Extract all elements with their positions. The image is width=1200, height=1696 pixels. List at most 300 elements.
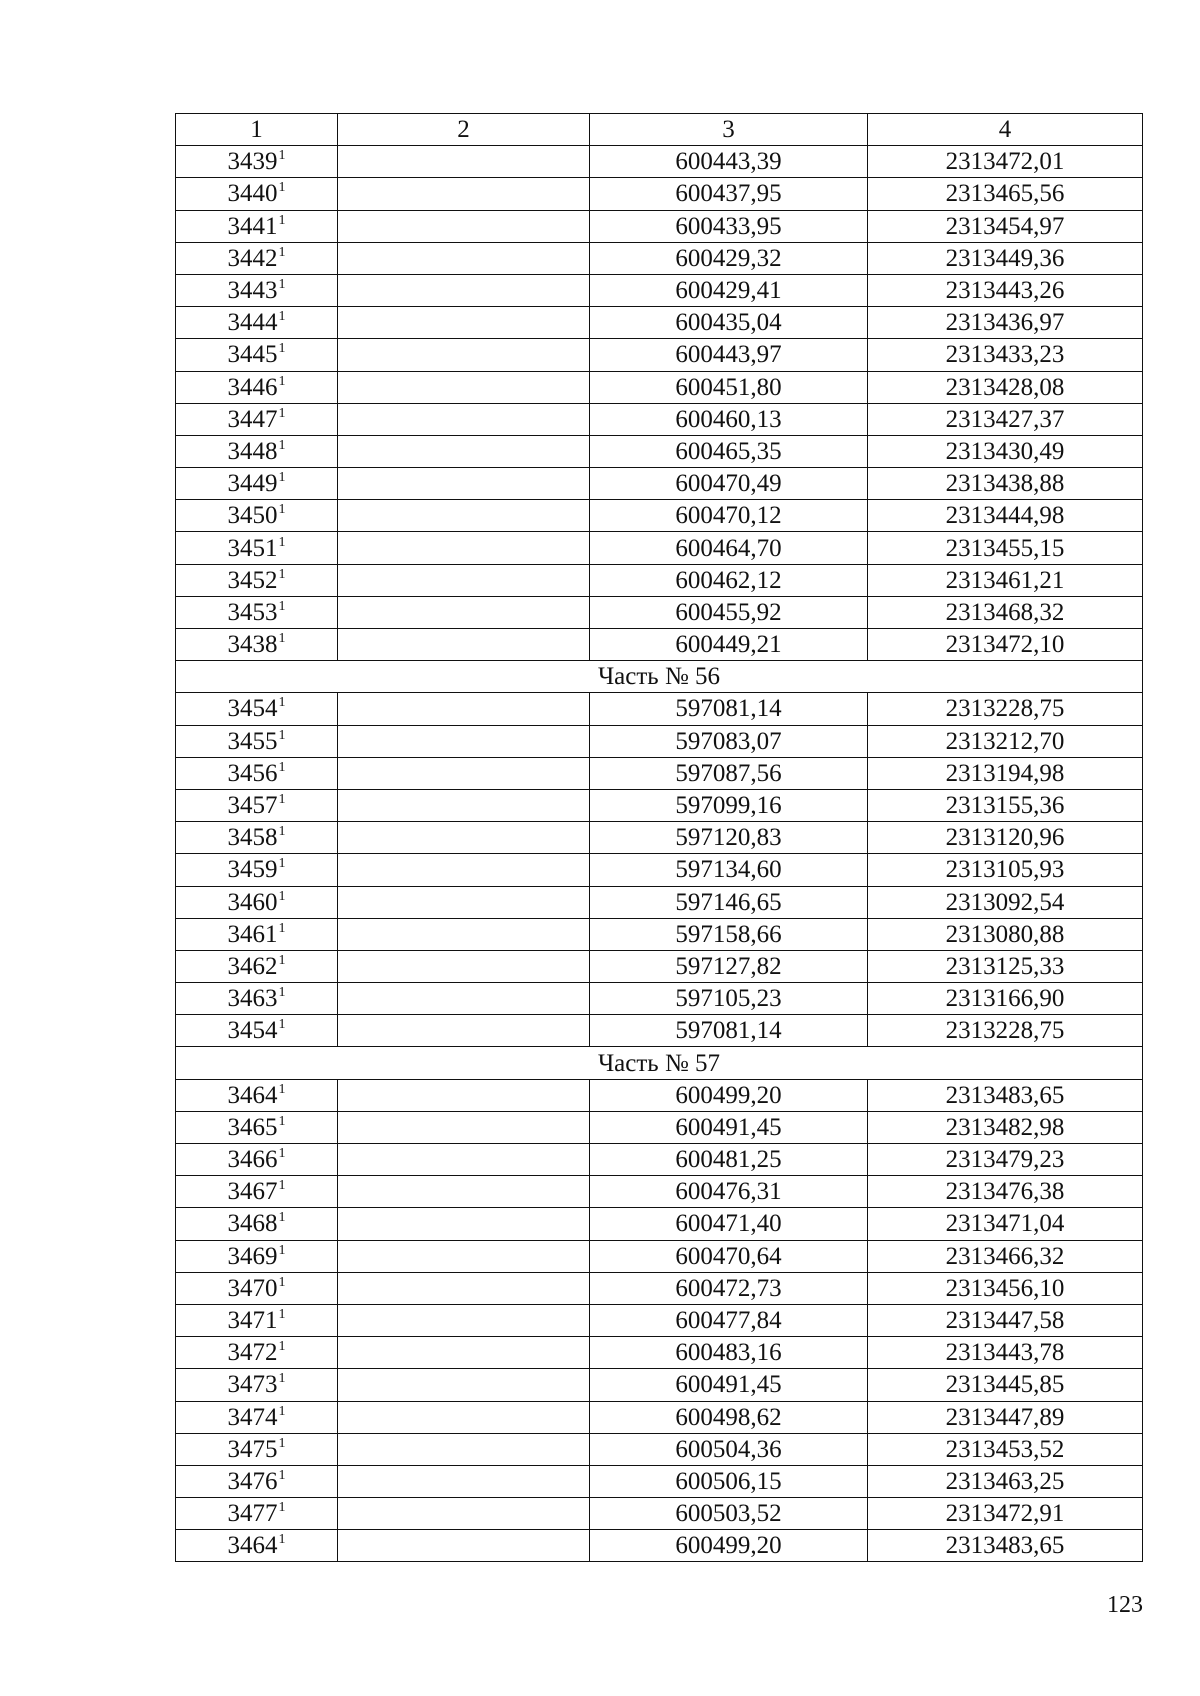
table-row (176, 789, 1143, 821)
point-number: 3454 (227, 695, 278, 723)
x-coordinate: 600451,80 (590, 371, 868, 403)
point-number: 3448 (227, 437, 278, 465)
point-number: 3446 (227, 373, 278, 401)
y-coordinate: 2313472,91 (868, 1498, 1143, 1530)
x-coordinate: 597087,56 (590, 757, 868, 789)
empty-cell (338, 1337, 590, 1369)
point-number-superscript: 1 (278, 1435, 286, 1451)
header-col-2: 2 (338, 114, 590, 146)
point-number-superscript: 1 (278, 598, 286, 614)
y-coordinate: 2313456,10 (868, 1272, 1143, 1304)
x-coordinate: 600503,52 (590, 1498, 868, 1530)
table-row (176, 435, 1143, 467)
y-coordinate: 2313228,75 (868, 693, 1143, 725)
point-number-cell (176, 725, 338, 757)
y-coordinate: 2313443,78 (868, 1337, 1143, 1369)
point-number: 3449 (227, 470, 278, 498)
x-coordinate: 597081,14 (590, 693, 868, 725)
point-number: 3476 (227, 1467, 278, 1495)
table-row (176, 500, 1143, 532)
empty-cell (338, 1111, 590, 1143)
y-coordinate: 2313476,38 (868, 1176, 1143, 1208)
table-row (176, 1079, 1143, 1111)
y-coordinate: 2313472,10 (868, 629, 1143, 661)
point-number-superscript: 1 (278, 856, 286, 872)
empty-cell (338, 468, 590, 500)
y-coordinate: 2313430,49 (868, 435, 1143, 467)
section-title: Часть № 56 (176, 661, 1143, 693)
point-number-cell (176, 1015, 338, 1047)
point-number: 3458 (227, 824, 278, 852)
y-coordinate: 2313463,25 (868, 1465, 1143, 1497)
x-coordinate: 597134,60 (590, 854, 868, 886)
y-coordinate: 2313166,90 (868, 983, 1143, 1015)
point-number-cell (176, 886, 338, 918)
point-number-superscript: 1 (278, 534, 286, 550)
point-number-cell (176, 435, 338, 467)
x-coordinate: 597081,14 (590, 1015, 868, 1047)
table-row (176, 693, 1143, 725)
point-number: 3455 (227, 727, 278, 755)
y-coordinate: 2313194,98 (868, 757, 1143, 789)
y-coordinate: 2313433,23 (868, 339, 1143, 371)
x-coordinate: 600449,21 (590, 629, 868, 661)
header-col-4: 4 (868, 114, 1143, 146)
table-row (176, 1240, 1143, 1272)
y-coordinate: 2313444,98 (868, 500, 1143, 532)
y-coordinate: 2313449,36 (868, 242, 1143, 274)
y-coordinate: 2313472,01 (868, 146, 1143, 178)
point-number-superscript: 1 (278, 792, 286, 808)
point-number-superscript: 1 (278, 180, 286, 196)
x-coordinate: 597158,66 (590, 918, 868, 950)
table-row (176, 983, 1143, 1015)
y-coordinate: 2313482,98 (868, 1111, 1143, 1143)
table-row (176, 1176, 1143, 1208)
table-row (176, 1465, 1143, 1497)
y-coordinate: 2313428,08 (868, 371, 1143, 403)
table-row (176, 822, 1143, 854)
x-coordinate: 600481,25 (590, 1144, 868, 1176)
point-number-superscript: 1 (278, 1307, 286, 1323)
empty-cell (338, 1369, 590, 1401)
table-row (176, 1144, 1143, 1176)
x-coordinate: 600476,31 (590, 1176, 868, 1208)
point-number-superscript: 1 (278, 727, 286, 743)
point-number-cell (176, 983, 338, 1015)
x-coordinate: 600443,97 (590, 339, 868, 371)
point-number-superscript: 1 (278, 1081, 286, 1097)
x-coordinate: 600455,92 (590, 596, 868, 628)
point-number-cell (176, 596, 338, 628)
table-row (176, 757, 1143, 789)
table-row (176, 1304, 1143, 1336)
point-number-cell (176, 1240, 338, 1272)
table-row (176, 1111, 1143, 1143)
point-number-cell (176, 1530, 338, 1562)
point-number-cell (176, 1304, 338, 1336)
point-number-superscript: 1 (278, 341, 286, 357)
section-title-row (176, 661, 1143, 693)
table-row (176, 468, 1143, 500)
coordinates-table-body (176, 114, 1143, 1562)
empty-cell (338, 725, 590, 757)
empty-cell (338, 1240, 590, 1272)
y-coordinate: 2313454,97 (868, 210, 1143, 242)
point-number-superscript: 1 (278, 695, 286, 711)
point-number-cell (176, 1144, 338, 1176)
x-coordinate: 600462,12 (590, 564, 868, 596)
empty-cell (338, 1144, 590, 1176)
table-row (176, 1530, 1143, 1562)
table-row (176, 918, 1143, 950)
x-coordinate: 600498,62 (590, 1401, 868, 1433)
point-number-cell (176, 371, 338, 403)
y-coordinate: 2313228,75 (868, 1015, 1143, 1047)
point-number-cell (176, 854, 338, 886)
point-number-superscript: 1 (278, 437, 286, 453)
point-number: 3464 (227, 1081, 278, 1109)
point-number-superscript: 1 (278, 244, 286, 260)
point-number: 3439 (227, 148, 278, 176)
x-coordinate: 597146,65 (590, 886, 868, 918)
x-coordinate: 600464,70 (590, 532, 868, 564)
table-row (176, 1433, 1143, 1465)
x-coordinate: 600472,73 (590, 1272, 868, 1304)
table-row (176, 307, 1143, 339)
point-number: 3442 (227, 244, 278, 272)
x-coordinate: 600429,41 (590, 274, 868, 306)
point-number: 3469 (227, 1242, 278, 1270)
point-number: 3464 (227, 1532, 278, 1560)
table-row (176, 210, 1143, 242)
x-coordinate: 600491,45 (590, 1369, 868, 1401)
table-row (176, 146, 1143, 178)
table-row (176, 629, 1143, 661)
y-coordinate: 2313155,36 (868, 789, 1143, 821)
empty-cell (338, 1079, 590, 1111)
y-coordinate: 2313483,65 (868, 1079, 1143, 1111)
table-row (176, 403, 1143, 435)
empty-cell (338, 1304, 590, 1336)
empty-cell (338, 1498, 590, 1530)
point-number-superscript: 1 (278, 566, 286, 582)
y-coordinate: 2313466,32 (868, 1240, 1143, 1272)
empty-cell (338, 339, 590, 371)
point-number-superscript: 1 (278, 502, 286, 518)
x-coordinate: 597127,82 (590, 950, 868, 982)
point-number-cell (176, 178, 338, 210)
table-row (176, 242, 1143, 274)
empty-cell (338, 178, 590, 210)
coordinates-table (175, 113, 1143, 1562)
point-number: 3438 (227, 631, 278, 659)
y-coordinate: 2313479,23 (868, 1144, 1143, 1176)
empty-cell (338, 564, 590, 596)
table-row (176, 339, 1143, 371)
y-coordinate: 2313445,85 (868, 1369, 1143, 1401)
point-number: 3461 (227, 920, 278, 948)
x-coordinate: 600443,39 (590, 146, 868, 178)
table-row (176, 886, 1143, 918)
point-number-superscript: 1 (278, 1146, 286, 1162)
x-coordinate: 597120,83 (590, 822, 868, 854)
table-row (176, 1272, 1143, 1304)
point-number: 3452 (227, 566, 278, 594)
point-number: 3471 (227, 1307, 278, 1335)
table-row (176, 532, 1143, 564)
point-number-cell (176, 822, 338, 854)
point-number: 3475 (227, 1435, 278, 1463)
y-coordinate: 2313443,26 (868, 274, 1143, 306)
x-coordinate: 597105,23 (590, 983, 868, 1015)
point-number-superscript: 1 (278, 888, 286, 904)
point-number-superscript: 1 (278, 373, 286, 389)
point-number-superscript: 1 (278, 470, 286, 486)
empty-cell (338, 371, 590, 403)
table-row (176, 1498, 1143, 1530)
point-number: 3456 (227, 759, 278, 787)
point-number: 3470 (227, 1274, 278, 1302)
point-number-cell (176, 146, 338, 178)
x-coordinate: 597099,16 (590, 789, 868, 821)
point-number-superscript: 1 (278, 985, 286, 1001)
point-number-superscript: 1 (278, 405, 286, 421)
x-coordinate: 600470,64 (590, 1240, 868, 1272)
empty-cell (338, 1401, 590, 1433)
point-number: 3460 (227, 888, 278, 916)
point-number: 3444 (227, 309, 278, 337)
empty-cell (338, 983, 590, 1015)
empty-cell (338, 210, 590, 242)
point-number-cell (176, 950, 338, 982)
point-number: 3457 (227, 792, 278, 820)
point-number: 3462 (227, 952, 278, 980)
point-number-cell (176, 1401, 338, 1433)
x-coordinate: 600499,20 (590, 1530, 868, 1562)
y-coordinate: 2313092,54 (868, 886, 1143, 918)
point-number-cell (176, 757, 338, 789)
empty-cell (338, 950, 590, 982)
empty-cell (338, 596, 590, 628)
point-number-superscript: 1 (278, 1532, 286, 1548)
x-coordinate: 600483,16 (590, 1337, 868, 1369)
empty-cell (338, 403, 590, 435)
point-number-cell (176, 274, 338, 306)
table-row (176, 274, 1143, 306)
empty-cell (338, 629, 590, 661)
point-number-superscript: 1 (278, 212, 286, 228)
empty-cell (338, 789, 590, 821)
empty-cell (338, 822, 590, 854)
point-number-superscript: 1 (278, 1339, 286, 1355)
x-coordinate: 600433,95 (590, 210, 868, 242)
point-number-cell (176, 307, 338, 339)
point-number-cell (176, 1176, 338, 1208)
y-coordinate: 2313453,52 (868, 1433, 1143, 1465)
point-number: 3459 (227, 856, 278, 884)
point-number: 3443 (227, 277, 278, 305)
table-row (176, 1401, 1143, 1433)
empty-cell (338, 146, 590, 178)
y-coordinate: 2313436,97 (868, 307, 1143, 339)
table-row (176, 725, 1143, 757)
point-number-superscript: 1 (278, 277, 286, 293)
point-number-cell (176, 693, 338, 725)
x-coordinate: 600437,95 (590, 178, 868, 210)
y-coordinate: 2313455,15 (868, 532, 1143, 564)
point-number-cell (176, 210, 338, 242)
point-number-cell (176, 1111, 338, 1143)
point-number-cell (176, 1208, 338, 1240)
page-number: 123 (1107, 1592, 1143, 1618)
point-number-superscript: 1 (278, 1113, 286, 1129)
point-number: 3474 (227, 1403, 278, 1431)
table-row (176, 596, 1143, 628)
y-coordinate: 2313427,37 (868, 403, 1143, 435)
point-number: 3441 (227, 212, 278, 240)
y-coordinate: 2313447,89 (868, 1401, 1143, 1433)
empty-cell (338, 242, 590, 274)
point-number: 3451 (227, 534, 278, 562)
point-number: 3473 (227, 1371, 278, 1399)
point-number-superscript: 1 (278, 1403, 286, 1419)
y-coordinate: 2313120,96 (868, 822, 1143, 854)
x-coordinate: 600470,12 (590, 500, 868, 532)
point-number-superscript: 1 (278, 1274, 286, 1290)
point-number-superscript: 1 (278, 1500, 286, 1516)
empty-cell (338, 693, 590, 725)
y-coordinate: 2313447,58 (868, 1304, 1143, 1336)
point-number-cell (176, 532, 338, 564)
point-number-superscript: 1 (278, 309, 286, 325)
y-coordinate: 2313438,88 (868, 468, 1143, 500)
y-coordinate: 2313105,93 (868, 854, 1143, 886)
y-coordinate: 2313468,32 (868, 596, 1143, 628)
header-col-1: 1 (176, 114, 338, 146)
header-col-3: 3 (590, 114, 868, 146)
point-number: 3466 (227, 1146, 278, 1174)
y-coordinate: 2313471,04 (868, 1208, 1143, 1240)
point-number: 3453 (227, 598, 278, 626)
y-coordinate: 2313483,65 (868, 1530, 1143, 1562)
point-number-cell (176, 1272, 338, 1304)
point-number: 3445 (227, 341, 278, 369)
table-row (176, 1337, 1143, 1369)
y-coordinate: 2313465,56 (868, 178, 1143, 210)
x-coordinate: 600504,36 (590, 1433, 868, 1465)
x-coordinate: 600499,20 (590, 1079, 868, 1111)
x-coordinate: 597083,07 (590, 725, 868, 757)
point-number-cell (176, 1465, 338, 1497)
section-title-row (176, 1047, 1143, 1079)
point-number: 3472 (227, 1339, 278, 1367)
point-number: 3468 (227, 1210, 278, 1238)
point-number-superscript: 1 (278, 1017, 286, 1033)
table-row (176, 950, 1143, 982)
point-number-superscript: 1 (278, 920, 286, 936)
point-number: 3447 (227, 405, 278, 433)
x-coordinate: 600460,13 (590, 403, 868, 435)
point-number-superscript: 1 (278, 952, 286, 968)
table-row (176, 1208, 1143, 1240)
empty-cell (338, 1176, 590, 1208)
section-title: Часть № 57 (176, 1047, 1143, 1079)
point-number-cell (176, 918, 338, 950)
table-row (176, 1369, 1143, 1401)
point-number-cell (176, 1369, 338, 1401)
x-coordinate: 600471,40 (590, 1208, 868, 1240)
empty-cell (338, 1433, 590, 1465)
x-coordinate: 600477,84 (590, 1304, 868, 1336)
empty-cell (338, 854, 590, 886)
point-number-superscript: 1 (278, 1210, 286, 1226)
point-number-cell (176, 564, 338, 596)
point-number: 3467 (227, 1178, 278, 1206)
point-number: 3477 (227, 1500, 278, 1528)
point-number-superscript: 1 (278, 759, 286, 775)
table-row (176, 1015, 1143, 1047)
y-coordinate: 2313080,88 (868, 918, 1143, 950)
empty-cell (338, 1530, 590, 1562)
point-number-superscript: 1 (278, 1371, 286, 1387)
x-coordinate: 600491,45 (590, 1111, 868, 1143)
x-coordinate: 600470,49 (590, 468, 868, 500)
x-coordinate: 600506,15 (590, 1465, 868, 1497)
x-coordinate: 600465,35 (590, 435, 868, 467)
point-number-cell (176, 1498, 338, 1530)
empty-cell (338, 918, 590, 950)
y-coordinate: 2313212,70 (868, 725, 1143, 757)
point-number: 3463 (227, 985, 278, 1013)
point-number-cell (176, 629, 338, 661)
point-number-cell (176, 789, 338, 821)
point-number-cell (176, 1079, 338, 1111)
empty-cell (338, 1208, 590, 1240)
point-number-superscript: 1 (278, 1467, 286, 1483)
table-row (176, 854, 1143, 886)
point-number-superscript: 1 (278, 631, 286, 647)
point-number-cell (176, 242, 338, 274)
point-number-cell (176, 339, 338, 371)
x-coordinate: 600429,32 (590, 242, 868, 274)
point-number-superscript: 1 (278, 1178, 286, 1194)
point-number: 3450 (227, 502, 278, 530)
empty-cell (338, 274, 590, 306)
point-number-superscript: 1 (278, 1242, 286, 1258)
empty-cell (338, 886, 590, 918)
empty-cell (338, 307, 590, 339)
point-number-cell (176, 403, 338, 435)
table-row (176, 178, 1143, 210)
point-number-superscript: 1 (278, 148, 286, 164)
point-number-cell (176, 468, 338, 500)
point-number-cell (176, 500, 338, 532)
x-coordinate: 600435,04 (590, 307, 868, 339)
point-number: 3465 (227, 1113, 278, 1141)
point-number: 3454 (227, 1017, 278, 1045)
point-number-cell (176, 1433, 338, 1465)
point-number-cell (176, 1337, 338, 1369)
table-row (176, 564, 1143, 596)
empty-cell (338, 1465, 590, 1497)
empty-cell (338, 500, 590, 532)
y-coordinate: 2313125,33 (868, 950, 1143, 982)
table-row (176, 371, 1143, 403)
y-coordinate: 2313461,21 (868, 564, 1143, 596)
empty-cell (338, 1015, 590, 1047)
table-header-row (176, 114, 1143, 146)
